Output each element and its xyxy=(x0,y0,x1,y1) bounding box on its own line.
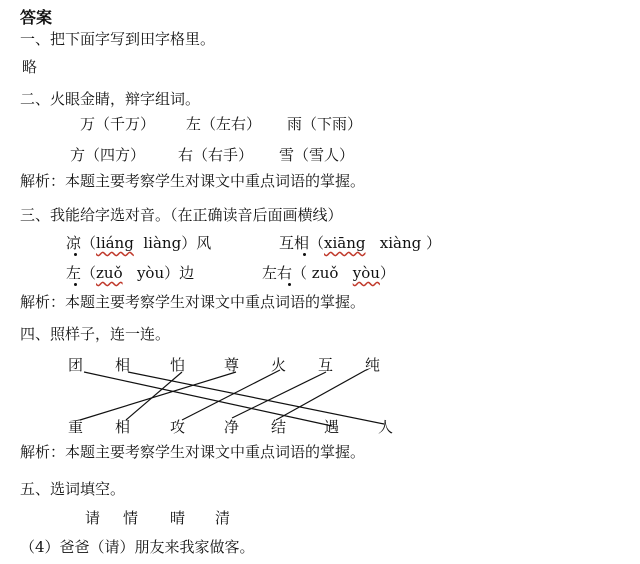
word-group: 方（四方） xyxy=(70,146,146,164)
word-group: 雪（雪人） xyxy=(279,146,355,164)
match-char-top: 怕 xyxy=(170,356,186,374)
section-5-heading: 五、选词填空。 xyxy=(20,480,126,498)
match-char-top: 互 xyxy=(318,356,334,374)
word-choice: 清 xyxy=(215,509,231,527)
pinyin-item-prefix: 互相（ xyxy=(279,234,325,252)
match-char-bottom: 净 xyxy=(224,418,240,436)
page-title: 答案 xyxy=(20,8,53,27)
pinyin-option: yòu xyxy=(352,264,380,282)
section-3-heading: 三、我能给字选对音。（在正确读音后面画横线） xyxy=(20,206,343,224)
word-group: 万（千万） xyxy=(80,115,156,133)
pinyin-item-suffix: ） xyxy=(426,234,442,252)
section-1-heading: 一、把下面字写到田字格里。 xyxy=(20,30,216,48)
word-group: 左（左右） xyxy=(186,115,262,133)
match-char-bottom: 相 xyxy=(115,418,131,436)
match-line xyxy=(232,372,326,418)
section-2-heading: 二、火眼金睛，辩字组词。 xyxy=(20,90,201,108)
word-group: 右（右手） xyxy=(178,146,254,164)
section-1-answer: 略 xyxy=(22,58,38,76)
pinyin-option: yòu xyxy=(136,264,165,282)
pinyin-item-suffix: ）风 xyxy=(181,234,212,252)
pinyin-item-suffix: ）边 xyxy=(164,264,195,282)
pinyin-item-suffix: ） xyxy=(379,264,395,282)
match-char-top: 尊 xyxy=(224,356,240,374)
match-line xyxy=(126,372,182,420)
pinyin-option: xiàng xyxy=(379,234,422,252)
pinyin-option: liàng xyxy=(143,234,182,252)
pinyin-option: zuǒ xyxy=(311,264,339,282)
match-char-top: 相 xyxy=(115,356,131,374)
question-4: （4）爸爸（请）朋友来我家做客。 xyxy=(20,538,255,556)
word-choice: 请 xyxy=(85,509,101,527)
match-char-bottom: 遇 xyxy=(324,418,340,436)
word-group: 雨（下雨） xyxy=(287,115,363,133)
match-char-bottom: 结 xyxy=(271,418,287,436)
match-line xyxy=(80,372,236,420)
match-char-top: 团 xyxy=(68,356,84,374)
pinyin-item-prefix: 左（ xyxy=(66,264,97,282)
section-3-analysis: 解析：本题主要考察学生对课文中重点词语的掌握。 xyxy=(20,293,366,311)
match-line xyxy=(276,370,366,420)
match-char-top: 纯 xyxy=(365,356,381,374)
section-2-analysis: 解析：本题主要考察学生对课文中重点词语的掌握。 xyxy=(20,172,366,190)
pinyin-option: xiāng xyxy=(324,234,366,252)
match-line xyxy=(128,372,384,424)
pinyin-option: zuǒ xyxy=(96,264,123,282)
match-char-bottom: 人 xyxy=(378,418,394,436)
word-choice: 情 xyxy=(123,509,139,527)
match-line xyxy=(182,370,280,420)
section-4-analysis: 解析：本题主要考察学生对课文中重点词语的掌握。 xyxy=(20,443,366,461)
pinyin-item-prefix: 左右（ xyxy=(262,264,308,282)
word-choice: 晴 xyxy=(170,509,186,527)
match-char-top: 火 xyxy=(271,356,287,374)
match-char-bottom: 重 xyxy=(68,418,84,436)
section-4-heading: 四、照样子，连一连。 xyxy=(20,325,171,343)
pinyin-option: liáng xyxy=(96,234,134,252)
pinyin-item-prefix: 凉（ xyxy=(66,234,97,252)
match-char-bottom: 攻 xyxy=(170,418,186,436)
